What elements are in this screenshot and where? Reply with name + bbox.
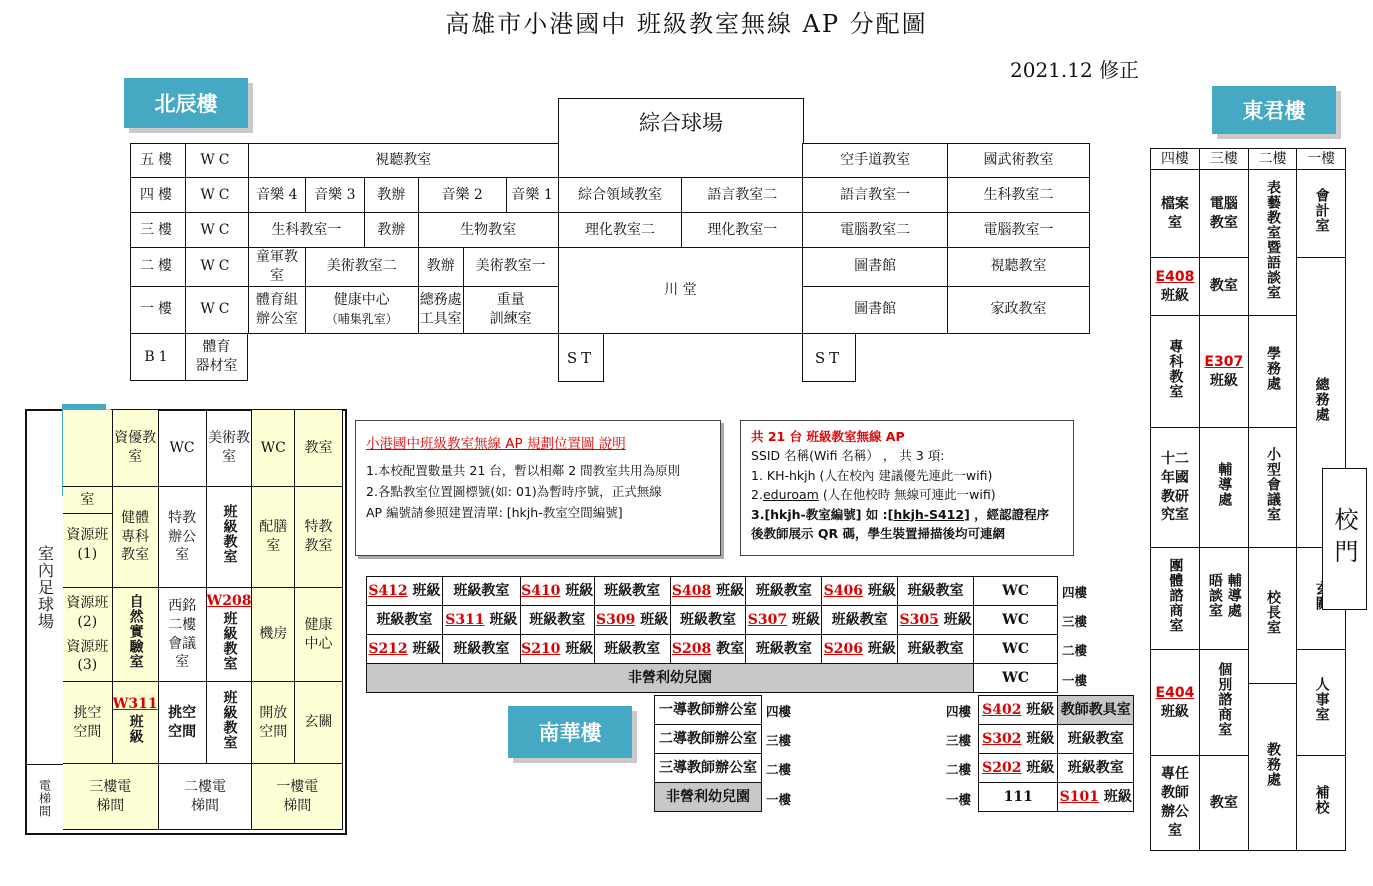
- wc: WC: [974, 606, 1058, 635]
- east-building-grid: [1150, 148, 1346, 851]
- weight-line1: 重量: [496, 291, 525, 308]
- computer-room-1: 電腦教室一: [948, 213, 1090, 248]
- music-2: 音樂 2: [418, 178, 506, 213]
- class-s311: S311 班級: [442, 606, 520, 635]
- wc: WC: [185, 286, 248, 333]
- gen-line1: 總務處: [419, 291, 462, 308]
- language-room-2: 語言教室二: [682, 178, 803, 213]
- wc: WC: [252, 410, 295, 487]
- pe-office: [248, 286, 305, 333]
- computer-room: 電腦教室: [1199, 170, 1248, 258]
- wc: WC: [185, 144, 248, 178]
- wc: WC: [158, 410, 206, 487]
- art-room: 美術教室: [206, 410, 252, 487]
- elevator-2f: 二樓電梯間: [158, 764, 252, 830]
- entrance-foyer: 玄關: [295, 682, 343, 764]
- floor-2-label: 二樓: [766, 762, 792, 777]
- teacher-office-grade3: 三導教師辦公室: [655, 754, 762, 783]
- floor-4: 四樓: [131, 178, 186, 213]
- night-school: 補校: [1297, 756, 1346, 851]
- class-room: 班級教室: [670, 606, 746, 635]
- elevator-hall: [27, 764, 63, 831]
- room-111: 111: [979, 783, 1058, 812]
- scout-room: 童軍教室: [248, 248, 305, 287]
- wc: WC: [185, 213, 248, 248]
- note1-title: 小港國中班級教室無線 AP 規劃位置圖 說明: [366, 436, 626, 452]
- language-room-1: 語言教室一: [803, 178, 948, 213]
- library: 圖書館: [803, 248, 948, 287]
- open-space: 開放空間: [252, 682, 295, 764]
- note2-line1: SSID 名稱(Wifi 名稱） ， 共 3 項:: [751, 448, 945, 464]
- resource-class-2-3: 資源班(2) 資源班(3): [63, 588, 112, 682]
- class-s202: S202 班級: [979, 754, 1058, 783]
- south-building-label: 南華樓: [508, 706, 632, 758]
- class-room: 班級教室: [1058, 754, 1134, 783]
- class-s408: S408 班級: [670, 577, 746, 606]
- class-w311: W311 班級: [112, 682, 158, 764]
- class-s406: S406 班級: [822, 577, 898, 606]
- teacher-office-grade2: 二導教師辦公室: [655, 725, 762, 754]
- south-building-grid: [366, 576, 1058, 693]
- res1-label: 資源班(1): [66, 527, 109, 562]
- individual-counseling: 個別諮商室: [1199, 650, 1248, 756]
- wc: WC: [974, 577, 1058, 606]
- teacher-office: 專任教師辦公室: [1151, 756, 1200, 851]
- classroom: 教室: [1199, 756, 1248, 851]
- class-s307: S307 班級: [746, 606, 822, 635]
- floor-3: 三樓: [131, 213, 186, 248]
- school-gate: 校門: [1322, 468, 1367, 610]
- accounting-office: 會計室: [1297, 170, 1346, 258]
- south-teacher-offices: [654, 695, 762, 812]
- academic-affairs: 教務處: [1248, 684, 1297, 851]
- floor-1-label: 一樓: [1062, 673, 1088, 688]
- class-room: 班級教室: [746, 635, 822, 664]
- teaching-aids-room: 教師教具室: [1058, 696, 1134, 725]
- elevator-1f: 一樓電梯間: [252, 764, 343, 830]
- north-building-label: 北辰樓: [124, 78, 248, 128]
- special-ed-room: 特教教室: [295, 487, 343, 588]
- equipment-room: [185, 334, 247, 381]
- class-s412: S412 班級: [367, 577, 443, 606]
- floor-4-header: 四樓: [1151, 149, 1200, 170]
- class-room: 班級教室: [746, 577, 822, 606]
- court-label: 室內足球場: [35, 544, 55, 630]
- general-affairs-toolroom: [418, 286, 463, 333]
- archive-room: 檔案室: [1151, 170, 1200, 258]
- health-center-line2: （哺集乳室）: [325, 311, 398, 326]
- class-room: 班級教室: [206, 487, 252, 588]
- note2-line4: 3.[hkjh-教室編號] 如 :[hkjh-S412] ，經認證程序: [751, 506, 1050, 522]
- wc: WC: [974, 635, 1058, 664]
- principal-office: 校長室: [1248, 548, 1297, 684]
- floor-1-header: 一樓: [1297, 149, 1346, 170]
- sports-court: 綜合球場: [558, 98, 804, 144]
- class-room: 班級教室: [206, 682, 252, 764]
- life-tech-room-1: 生科教室一: [248, 213, 364, 248]
- stairwell: ST: [558, 333, 604, 382]
- health-center-line1: 健康中心: [333, 291, 390, 308]
- class-room: 班級教室: [1058, 725, 1134, 754]
- classroom: 教室: [1199, 258, 1248, 316]
- teacher-office-grade1: 一導教師辦公室: [655, 696, 762, 725]
- gifted-room: 資優教室: [112, 410, 158, 487]
- class-s212: S212 班級: [367, 635, 443, 664]
- pe-office-line1: 體育組: [255, 291, 298, 308]
- pe-office-line2: 辦公室: [255, 310, 298, 327]
- indoor-football-court: [27, 411, 63, 763]
- classroom: 教室: [295, 410, 343, 487]
- class-e408: E408 班級: [1151, 258, 1200, 316]
- av-room: 視聽教室: [948, 248, 1090, 287]
- karate-room: 空手道教室: [803, 144, 948, 178]
- floor-5: 五樓: [131, 144, 186, 178]
- counseling-office-2: 輔導處: [1225, 573, 1242, 619]
- martial-arts-room: 國武術教室: [948, 144, 1090, 178]
- class-s302: S302 班級: [979, 725, 1058, 754]
- class-s206: S206 班級: [822, 635, 898, 664]
- floor-1-label: 一樓: [766, 792, 792, 807]
- special-ed-office: 特教辦公室: [158, 487, 206, 588]
- art-room-1: 美術教室一: [463, 248, 558, 287]
- equip-line2: 器材室: [195, 358, 238, 374]
- class-e307: E307 班級: [1199, 316, 1248, 428]
- class-room: 班級教室: [520, 606, 594, 635]
- south-east-rooms: [978, 695, 1134, 812]
- teacher-office: 教辦: [418, 248, 463, 287]
- arts-talk-room: 表藝教室暨語談室: [1248, 170, 1297, 316]
- music-1: 音樂 1: [506, 178, 558, 213]
- specialized-classroom: 專科教室: [1151, 316, 1200, 428]
- class-w208: W208 班級教室: [206, 588, 252, 682]
- page-title: 高雄市小港國中 班級教室無線 AP 分配圖: [445, 10, 928, 38]
- elevator-3f: 三樓電梯間: [63, 764, 158, 830]
- machine-room: 機房: [252, 588, 295, 682]
- note2-line3: 2.eduroam (人在他校時 無線可連此一wifi): [751, 487, 996, 503]
- north-building-grid: [130, 143, 1090, 334]
- personnel-office: 人事室: [1297, 650, 1346, 756]
- floor-3-label: 三樓: [946, 733, 972, 748]
- eduroam-link: eduroam: [762, 487, 819, 503]
- music-4: 音樂 4: [248, 178, 305, 213]
- floor-1-label: 一樓: [946, 792, 972, 807]
- east-building-label: 東君樓: [1212, 86, 1336, 134]
- group-counseling-room: 團體諮商室: [1151, 548, 1200, 650]
- life-tech-room-2: 生科教室二: [948, 178, 1090, 213]
- class-room: 班級教室: [442, 635, 520, 664]
- teacher-office: 教辦: [364, 178, 418, 213]
- class-s208: S208 教室: [670, 635, 746, 664]
- ssid-example: hkjh-S412: [893, 506, 965, 522]
- science-lab: 自然實驗室: [112, 588, 158, 682]
- av-room: 視聽教室: [248, 144, 558, 178]
- health-center: [305, 286, 418, 333]
- note2-title: 共 21 台 班級教室無線 AP: [751, 429, 905, 444]
- weight-line2: 訓練室: [489, 310, 532, 327]
- counseling-office: 輔導處: [1199, 428, 1248, 548]
- note1-line2: 2.各點教室位置圖標號(如: 01)為暫時序號，正式無線: [366, 483, 662, 499]
- serving-room: 配膳室: [252, 487, 295, 588]
- pe-health-room: 健體專科教室: [112, 487, 158, 588]
- small-meeting-room: 小型會議室: [1248, 428, 1297, 548]
- preschool: 非營利幼兒園: [367, 664, 974, 693]
- floor-2: 二樓: [131, 248, 186, 287]
- north-b1: [130, 333, 248, 381]
- floor-3-header: 三樓: [1199, 149, 1248, 170]
- class-e404: E404 班級: [1151, 650, 1200, 756]
- floor-4-label: 四樓: [1062, 585, 1088, 600]
- west-meeting-room: 西銘二樓會議室: [158, 588, 206, 682]
- floor-2-label: 二樓: [1062, 643, 1088, 658]
- student-affairs: 學務處: [1248, 316, 1297, 428]
- computer-room-2: 電腦教室二: [803, 213, 948, 248]
- physics-chem-room-1: 理化教室一: [682, 213, 803, 248]
- wc: WC: [974, 664, 1058, 693]
- home-economics-room: 家政教室: [948, 286, 1090, 333]
- floor-2-header: 二樓: [1248, 149, 1297, 170]
- teacher-office: 教辦: [364, 213, 418, 248]
- floor-4-label: 四樓: [766, 704, 792, 719]
- preschool: 非營利幼兒園: [655, 783, 762, 812]
- talk-counseling: 晤談室 輔導處: [1199, 548, 1248, 650]
- class-room: 班級教室: [594, 577, 670, 606]
- gen-line2: 工具室: [419, 310, 462, 327]
- atrium: 挑空空間: [63, 682, 112, 764]
- note2-line5: 後教師展示 QR 碼，學生裝置掃描後均可連網: [751, 525, 1005, 541]
- equip-line1: 體育: [202, 339, 231, 356]
- physics-chem-room-2: 理化教室二: [558, 213, 682, 248]
- health-center: 健康中心: [295, 588, 343, 682]
- music-3: 音樂 3: [305, 178, 364, 213]
- revision-date: 2021.12 修正: [1010, 58, 1140, 82]
- hall: 川 堂: [558, 248, 803, 334]
- w208-room: 班級教室: [221, 611, 238, 671]
- wc: WC: [185, 178, 248, 213]
- note1-line1: 1.本校配置數量共 21 台，暫以相鄰 2 間教室共用為原則: [366, 463, 681, 479]
- class-room: 班級教室: [442, 577, 520, 606]
- library: 圖書館: [803, 286, 948, 333]
- elevator-label: 電梯間: [37, 778, 52, 818]
- atrium: 挑空空間: [158, 682, 206, 764]
- west-building-grid: [63, 409, 343, 830]
- floor-4-label: 四樓: [946, 704, 972, 719]
- w311-room: 班級: [127, 714, 144, 744]
- class-room: 班級教室: [898, 577, 974, 606]
- note-explanation: [355, 420, 721, 556]
- weight-room: [463, 286, 558, 333]
- floor-1: 一樓: [131, 286, 186, 333]
- class-room: 班級教室: [822, 606, 898, 635]
- biology-room: 生物教室: [418, 213, 558, 248]
- floor-b1: B1: [131, 334, 186, 381]
- class-s410: S410 班級: [520, 577, 594, 606]
- class-s305: S305 班級: [898, 606, 974, 635]
- class-s309: S309 班級: [594, 606, 670, 635]
- class-room: 班級教室: [367, 606, 443, 635]
- class-s210: S210 班級: [520, 635, 594, 664]
- class-room: 班級教室: [898, 635, 974, 664]
- res3-label: 資源班(3): [66, 638, 109, 674]
- wc: WC: [185, 248, 248, 287]
- resource-class-1: [63, 487, 112, 588]
- integrated-room: 綜合領域教室: [558, 178, 682, 213]
- note1-line3: AP 編號請參照建置清單: [hkjh-教室空間編號]: [366, 504, 623, 520]
- class-s402: S402 班級: [979, 696, 1058, 725]
- shi-cell: 室: [63, 487, 112, 514]
- class-room: 班級教室: [594, 635, 670, 664]
- class-s101: S101 班級: [1058, 783, 1134, 812]
- stairwell: ST: [802, 333, 856, 382]
- floor-3-label: 三樓: [1062, 614, 1088, 629]
- note2-line2: 1. KH-hkjh (人在校內 建議優先連此一wifi): [751, 467, 993, 483]
- note-ssid: [740, 420, 1074, 556]
- art-room-2: 美術教室二: [305, 248, 418, 287]
- general-affairs: 總務處: [1297, 258, 1346, 548]
- floor-2-label: 二樓: [946, 762, 972, 777]
- floor-3-label: 三樓: [766, 733, 792, 748]
- research-room: 十二年國教研究室: [1151, 428, 1200, 548]
